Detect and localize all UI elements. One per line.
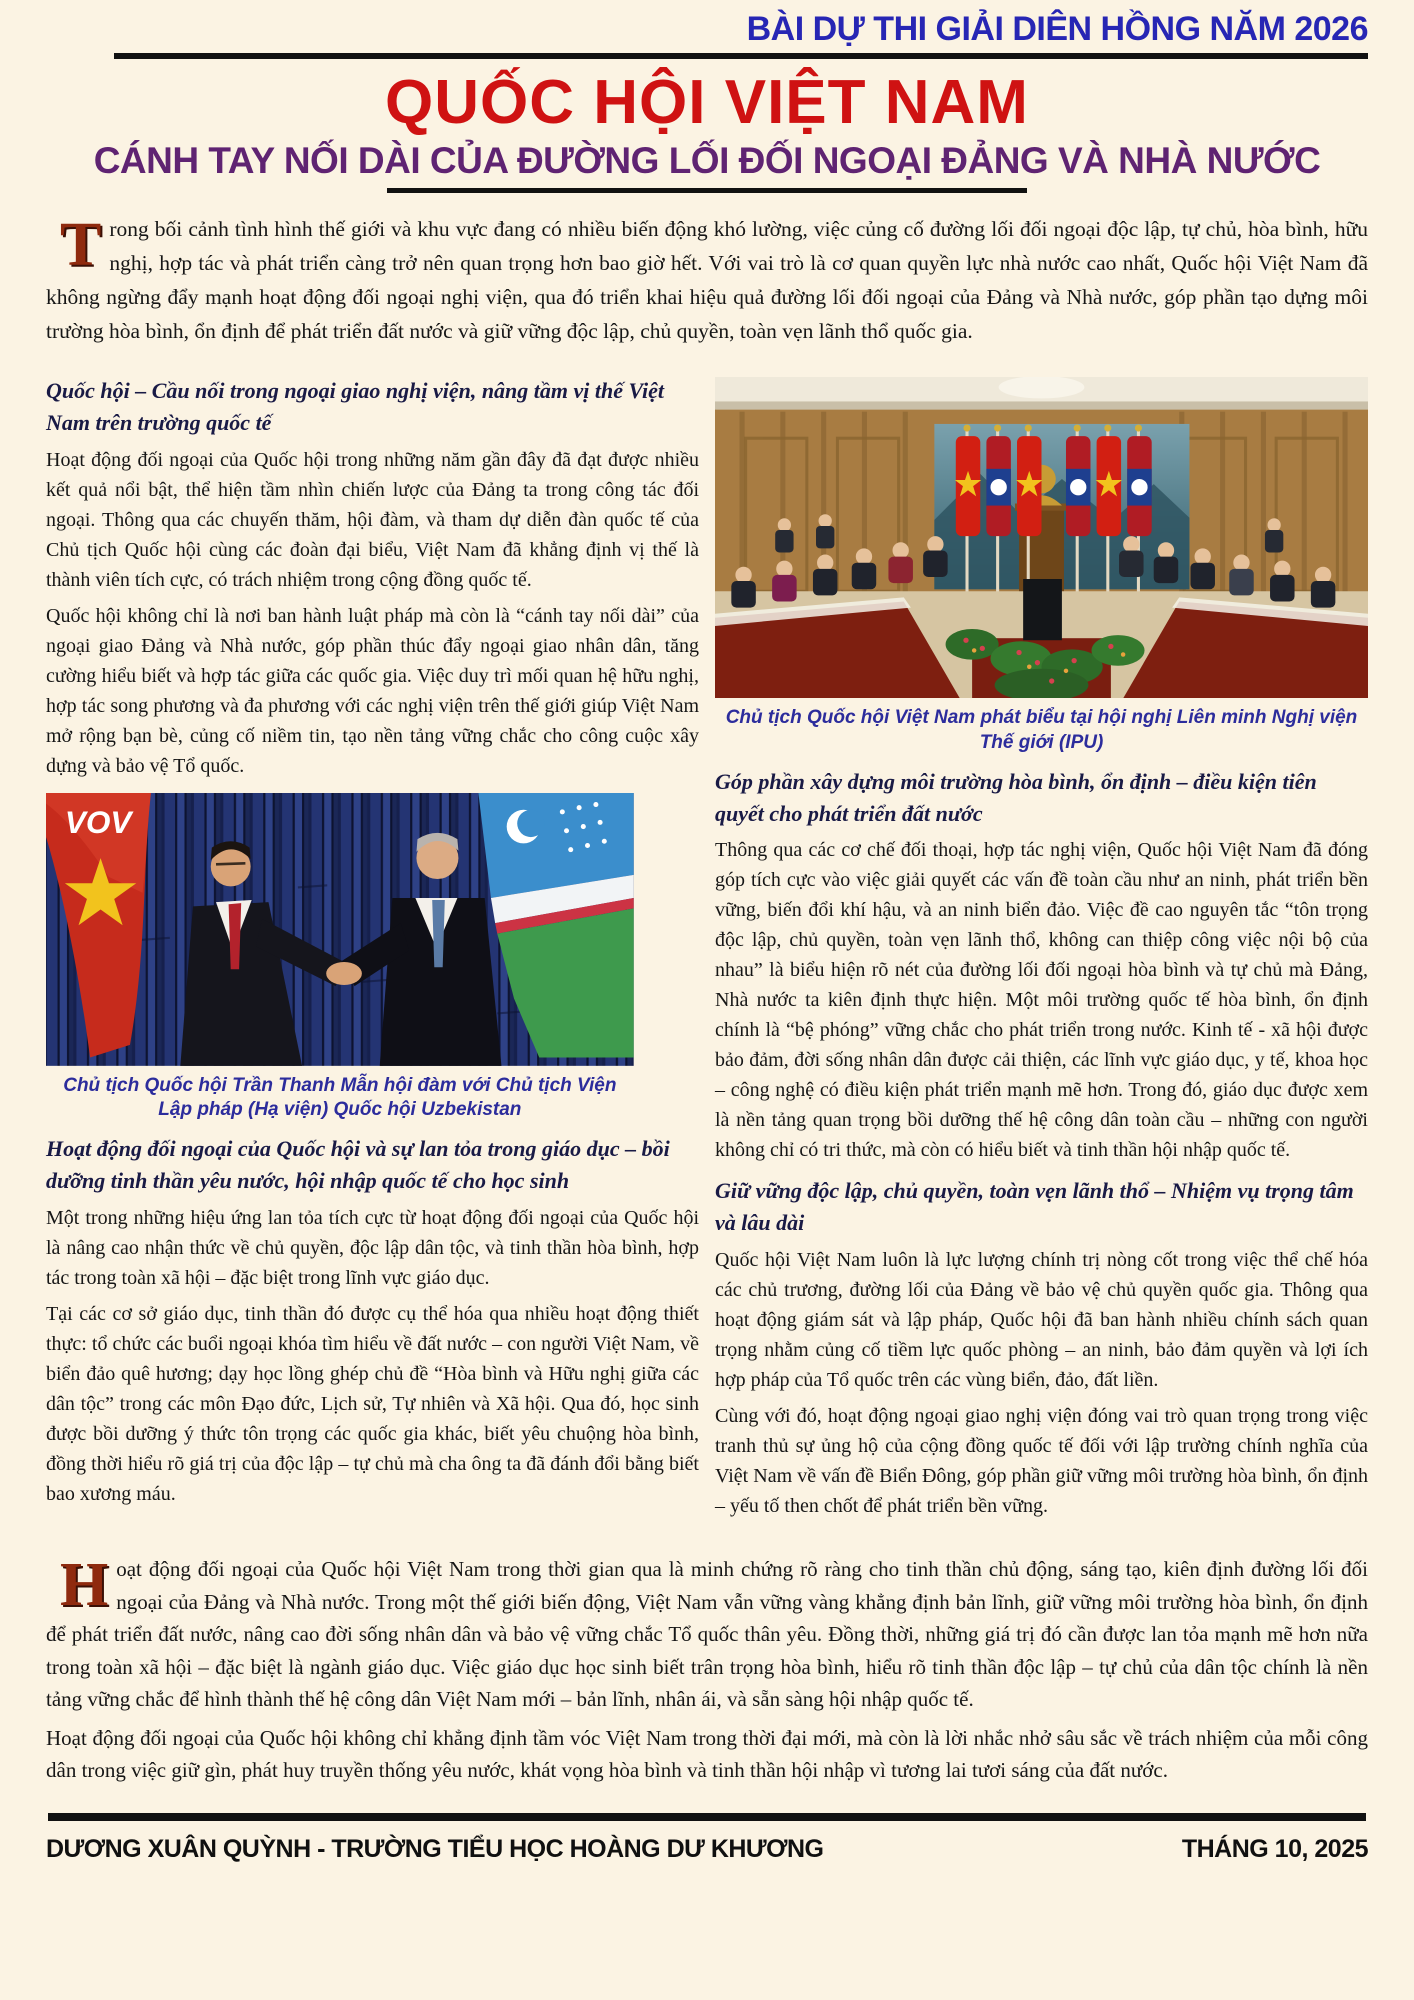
section-3-heading: Hoạt động đối ngoại của Quốc hội và sự lan tỏa trong giáo dục – bồi dưỡng tinh thần yêu nước, hội nhập quốc tế cho học sinh [46, 1135, 670, 1193]
figure-uzbekistan-meeting [46, 793, 634, 1123]
conclusion-dropcap: H [60, 1551, 109, 1620]
conclusion-text: oạt động đối ngoại của Quốc hội Việt Nam trong thời gian qua là minh chứng rõ ràng cho tinh thần chủ động, sáng tạo, kiên định đường lối đối ngoại của Đảng và Nhà nước. Trong một thế giới biến động, Việt Nam vẫn vững vàng khẳng định bản lĩnh, giữ vững môi trường hòa bình, ổn định để phát triển đất nước, nâng cao đời sống nhân dân và bảo vệ vững chắc Tổ quốc thân yêu. Đồng thời, những giá trị đó cần được lan tỏa mạnh mẽ hơn nữa trong toàn xã hội – đặc biệt là ngành giáo dục. Việc giáo dục học sinh biết trân trọng hòa bình, hiểu rõ tinh thần độc lập – tự chủ của dân tộc chính là nền tảng vững chắc để hình thành thế hệ công dân Việt Nam mới – bản lĩnh, nhân ái, và sẵn sàng hội nhập quốc tế. [46, 1557, 1368, 1712]
intro-dropcap: T [60, 211, 102, 279]
article-columns [0, 349, 1414, 1527]
intro-paragraph [0, 193, 1414, 349]
footer-divider [48, 1813, 1366, 1821]
section-2-paragraph: Thông qua các cơ chế đối thoại, hợp tác nghị viện, Quốc hội Việt Nam đã đóng góp tích cực vào việc giải quyết các vấn đề toàn cầu như an ninh, phát triển bền vững, biến đổi khí hậu, và an ninh biển đảo. Việc đề cao nguyên tắc “tôn trọng độc lập, chủ quyền, toàn vẹn lãnh thổ, không can thiệp công việc nội bộ của nhau” là biểu hiện rõ nét của đường lối đối ngoại hòa bình và tự chủ mà Đảng, Nhà nước ta kiên định thực hiện. Một môi trường quốc tế hòa bình, ổn định chính là “bệ phóng” vững chắc cho phát triển trong nước. Kinh tế - xã hội được bảo đảm, đời sống nhân dân được cải thiện, các lĩnh vực giáo dục, y tế, khoa học – công nghệ có điều kiện phát triển mạnh mẽ hơn. Trong đó, giáo dục được xem là nền tảng quan trọng bồi dưỡng thế hệ công dân toàn cầu – những con người không chỉ có tri thức, mà còn có hiểu biết và tinh thần hội nhập quốc tế. [715, 839, 1368, 1162]
section-2-heading: Góp phần xây dựng môi trường hòa bình, ổn định – điều kiện tiên quyết cho phát triển đất nước [715, 768, 1317, 826]
issue-date: THÁNG 10, 2025 [1181, 1835, 1368, 1864]
section-1-heading: Quốc hội – Cầu nối trong ngoại giao nghị viện, nâng tầm vị thế Việt Nam trên trường quốc tế [46, 377, 664, 435]
contest-banner: BÀI DỰ THI GIẢI DIÊN HỒNG NĂM 2026 [746, 10, 1368, 48]
author-name: DƯƠNG XUÂN QUỲNH - TRƯỜNG TIỂU HỌC HOÀNG DƯ KHƯƠNG [46, 1835, 824, 1864]
left-column [46, 365, 699, 1515]
conclusion-paragraph: Hoạt động đối ngoại của Quốc hội không chỉ khẳng định tầm vóc Việt Nam trong thời đại mới, mà còn là lời nhắc nhở sâu sắc về trách nhiệm của mỗi công dân trong việc giữ gìn, phát huy truyền thống yêu nước, khát vọng hòa bình và tinh thần hội nhập vì tương lai tươi sáng của đất nước. [46, 1725, 1368, 1783]
section-4-paragraph: Quốc hội Việt Nam luôn là lực lượng chính trị nòng cốt trong việc thể chế hóa các chủ trương, đường lối của Đảng về bảo vệ chủ quyền quốc gia. Thông qua hoạt động giám sát và lập pháp, Quốc hội đã ban hành nhiều chính sách quan trọng nhằm củng cố tiềm lực quốc phòng – an ninh, bảo đảm quyền và lợi ích hợp pháp của Tổ quốc trên các vùng biển, đảo, đất liền. [715, 1249, 1368, 1392]
conclusion-paragraph [46, 1553, 1368, 1716]
banner-divider [114, 53, 1368, 59]
section-4-heading: Giữ vững độc lập, chủ quyền, toàn vẹn lãnh thổ – Nhiệm vụ trọng tâm và lâu dài [715, 1178, 1354, 1236]
figure-caption: Chủ tịch Quốc hội Trần Thanh Mẫn hội đàm với Chủ tịch Viện Lập pháp (Hạ viện) Quốc hội Uzbekistan [63, 1074, 617, 1121]
chandelier [999, 377, 1085, 398]
page-title: QUỐC HỘI VIỆT NAM [385, 68, 1029, 137]
section-4-paragraph: Cùng với đó, hoạt động ngoại giao nghị viện đóng vai trò quan trọng trong việc tranh thủ sự ủng hộ của cộng đồng quốc tế đối với lập trường chính nghĩa của Việt Nam về vấn đề Biển Đông, góp phần giữ vững môi trường hòa bình, ổn định – yếu tố then chốt để phát triển bền vững. [715, 1405, 1368, 1518]
section-3-paragraph: Tại các cơ sở giáo dục, tinh thần đó được cụ thể hóa qua nhiều hoạt động thiết thực: tổ chức các buổi ngoại khóa tìm hiểu về đất nước – con người Việt Nam, về biển đảo quê hương; dạy học lồng ghép chủ đề “Hòa bình và Hữu nghị giữa các dân tộc” trong các môn Đạo đức, Lịch sử, Tự nhiên và Xã hội. Qua đó, học sinh được bồi dưỡng ý thức tôn trọng các quốc gia khác, biết yêu chuộng hòa bình, đồng thời hiểu rõ giá trị của độc lập – tự chủ mà cha ông ta đã đánh đổi bằng biết bao xương máu. [46, 1302, 699, 1505]
figure-ipu-meeting [715, 377, 1368, 756]
vov-logo: VOV [64, 804, 132, 840]
photo-handshake-uzbekistan [46, 793, 634, 1066]
right-column [715, 365, 1368, 1527]
section-1-paragraph: Hoạt động đối ngoại của Quốc hội trong những năm gần đây đã đạt được nhiều kết quả nổi bật, thể hiện tầm nhìn chiến lược của Đảng ta trong công tác đối ngoại. Thông qua các chuyến thăm, hội đàm, và tham dự diễn đàn quốc tế của Chủ tịch Quốc hội cùng các đoàn đại biểu, Việt Nam đã khẳng định vị thế là thành viên tích cực, có trách nhiệm trong cộng đồng quốc tế. [46, 448, 699, 591]
page-footer [0, 1813, 1414, 1882]
figure-caption: Chủ tịch Quốc hội Việt Nam phát biểu tại hội nghị Liên minh Nghị viện Thế giới (IPU) [725, 707, 1358, 753]
handshake [326, 962, 362, 985]
monitor [1023, 579, 1062, 640]
section-3-paragraph: Một trong những hiệu ứng lan tỏa tích cực từ hoạt động đối ngoại của Quốc hội là nâng cao nhận thức về chủ quyền, độc lập dân tộc, và tinh thần hòa bình, hợp tác trong toàn xã hội – đặc biệt trong lĩnh vực giáo dục. [46, 1206, 699, 1289]
conclusion [0, 1527, 1414, 1787]
photo-ipu-meeting-room [715, 377, 1368, 698]
section-1-paragraph: Quốc hội không chỉ là nơi ban hành luật pháp mà còn là “cánh tay nối dài” của ngoại giao Đảng và Nhà nước, góp phần thúc đẩy ngoại giao nhân dân, tăng cường hiểu biết và hợp tác giữa các quốc gia. Việc duy trì mối quan hệ hữu nghị, hợp tác song phương và đa phương với các nghị viện trên thế giới giúp Việt Nam mở rộng bạn bè, củng cố niềm tin, tạo nền tảng vững chắc cho công cuộc xây dựng và bảo vệ Tổ quốc. [46, 604, 699, 777]
intro-text: rong bối cảnh tình hình thế giới và khu vực đang có nhiều biến động khó lường, việc củng cố đường lối đối ngoại độc lập, tự chủ, hòa bình, hữu nghị, hợp tác và phát triển càng trở nên quan trọng hơn bao giờ hết. Với vai trò là cơ quan quyền lực nhà nước cao nhất, Quốc hội Việt Nam đã không ngừng đẩy mạnh hoạt động đối ngoại nghị viện, qua đó triển khai hiệu quả đường lối đối ngoại của Đảng và Nhà nước, góp phần tạo dựng môi trường hòa bình, ổn định để phát triển đất nước và giữ vững độc lập, chủ quyền, toàn vẹn lãnh thổ quốc gia. [46, 217, 1368, 343]
page-subtitle: CÁNH TAY NỐI DÀI CỦA ĐƯỜNG LỐI ĐỐI NGOẠI ĐẢNG VÀ NHÀ NƯỚC [93, 140, 1321, 181]
